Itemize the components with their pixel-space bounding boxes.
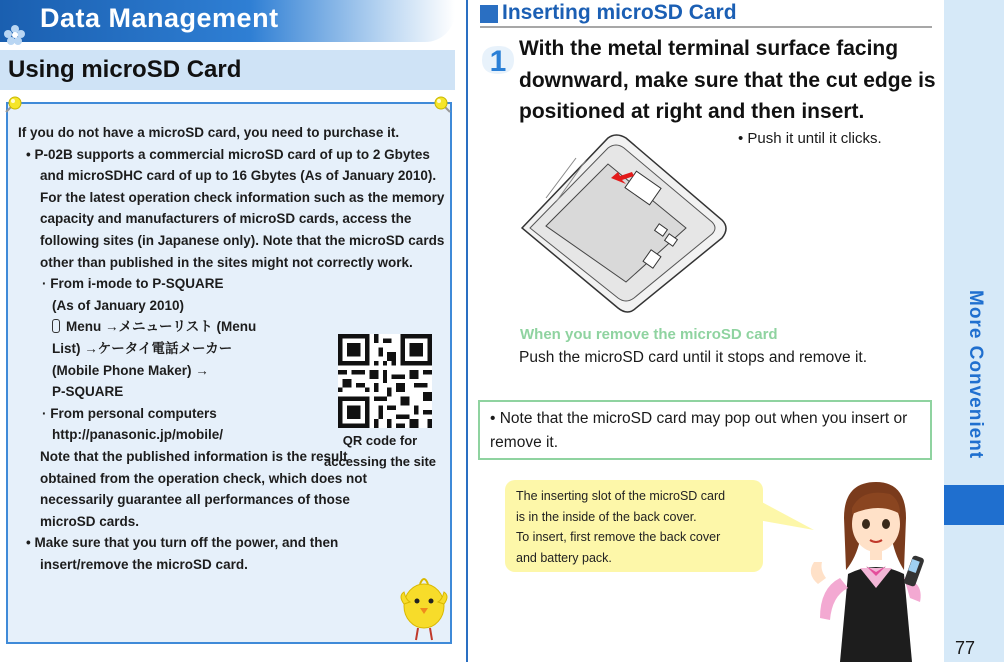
info-text: • Note that the microSD card may pop out when you insert or remove it.	[490, 410, 908, 451]
flower-icon	[4, 24, 26, 46]
note-sub-imode-line4: List) →ケータイ電話メーカー	[52, 340, 233, 356]
bubble-line1: The inserting slot of the microSD card	[516, 489, 726, 503]
note-sub-imode-line6: P-SQUARE	[52, 384, 124, 400]
qr-code	[338, 334, 432, 428]
pin-icon	[0, 94, 24, 118]
step-note: • Push it until it clicks.	[738, 130, 882, 147]
note-sub-pc-line1: From personal computers	[50, 405, 217, 421]
note-sub-imode: · From i-mode to P-SQUARE	[42, 276, 224, 292]
bubble-line2: is in the inside of the back cover.	[516, 509, 697, 524]
note-sub-imode-line1: From i-mode to P-SQUARE	[50, 276, 224, 292]
note-bullet-power-text: Make sure that you turn off the power, and then insert/remove the microSD card.	[34, 535, 339, 572]
note-bullet-power: • Make sure that you turn off the power, and then insert/remove the microSD card.	[26, 535, 339, 572]
step-instruction: With the metal terminal surface facing downward, make sure that the cut edge is positioned at right and then insert.	[519, 37, 936, 123]
note-sub-pc-url: http://panasonic.jp/mobile/	[52, 427, 224, 443]
side-tab	[944, 0, 1004, 662]
remove-heading: When you remove the microSD card	[520, 326, 778, 343]
bubble-line3: To insert, first remove the back cover	[516, 530, 721, 544]
note-box	[6, 102, 452, 644]
guide-girl-illustration	[800, 478, 940, 662]
qr-caption-line1: QR code for	[342, 433, 418, 448]
section-title: Using microSD Card	[8, 56, 242, 83]
phone-slot-illustration	[516, 128, 736, 316]
note-bullet-support: • P-02B supports a commercial microSD card of up to 2 Gbytes and microSDHC card of up to 16 Gbytes (As of January 2010).	[26, 146, 437, 184]
qr-caption-line2: accessing the site	[324, 454, 436, 469]
subheading	[480, 2, 932, 28]
pin-icon	[432, 94, 456, 118]
chick-mascot-icon	[396, 574, 452, 644]
note-sub-imode-line3-text: Menu →メニューリスト (Menu	[66, 319, 257, 335]
info-box	[478, 400, 932, 460]
step-number: 1	[489, 45, 507, 78]
note-sub-imode-line2: (As of January 2010)	[52, 297, 185, 313]
note-sub-imode-line5: (Mobile Phone Maker) →	[52, 362, 209, 378]
side-tab-marker	[944, 485, 1004, 525]
note-bullet-support-text: P-02B supports a commercial microSD card of up to 2 Gbytes and microSDHC card of up to 16 Gbytes (As of January 2010).	[34, 146, 437, 184]
section-title-bar	[0, 50, 455, 90]
remove-text: Push the microSD card until it stops and remove it.	[519, 349, 868, 366]
subheading-text: Inserting microSD Card	[502, 1, 737, 24]
side-tab-label: More Convenient	[965, 290, 986, 460]
chapter-banner	[0, 0, 455, 42]
chapter-title: Data Management	[40, 3, 279, 33]
speech-bubble	[505, 480, 763, 572]
heading-square-icon	[480, 5, 498, 23]
page-number: 77	[955, 638, 976, 658]
menu-key-icon	[52, 319, 60, 333]
note-para-disclaimer: Note that the published information is the result obtained from the operation check, which does not necessarily guarantee all performances of those microSD cards.	[40, 448, 368, 529]
step-number-badge	[478, 40, 518, 80]
bubble-text	[516, 486, 761, 568]
column-divider	[466, 0, 468, 662]
bubble-line4: and battery pack.	[516, 550, 612, 565]
note-intro: If you do not have a microSD card, you need to purchase it.	[18, 125, 400, 140]
note-para-check: For the latest operation check information such as the memory capacity and manufacturers of microSD cards, access the following sites (in Japanese only). Note that the microSD cards other than published in the sites might not correctly work.	[40, 189, 445, 270]
note-sub-pc: · From personal computers	[42, 405, 217, 421]
qr-caption	[314, 430, 446, 472]
